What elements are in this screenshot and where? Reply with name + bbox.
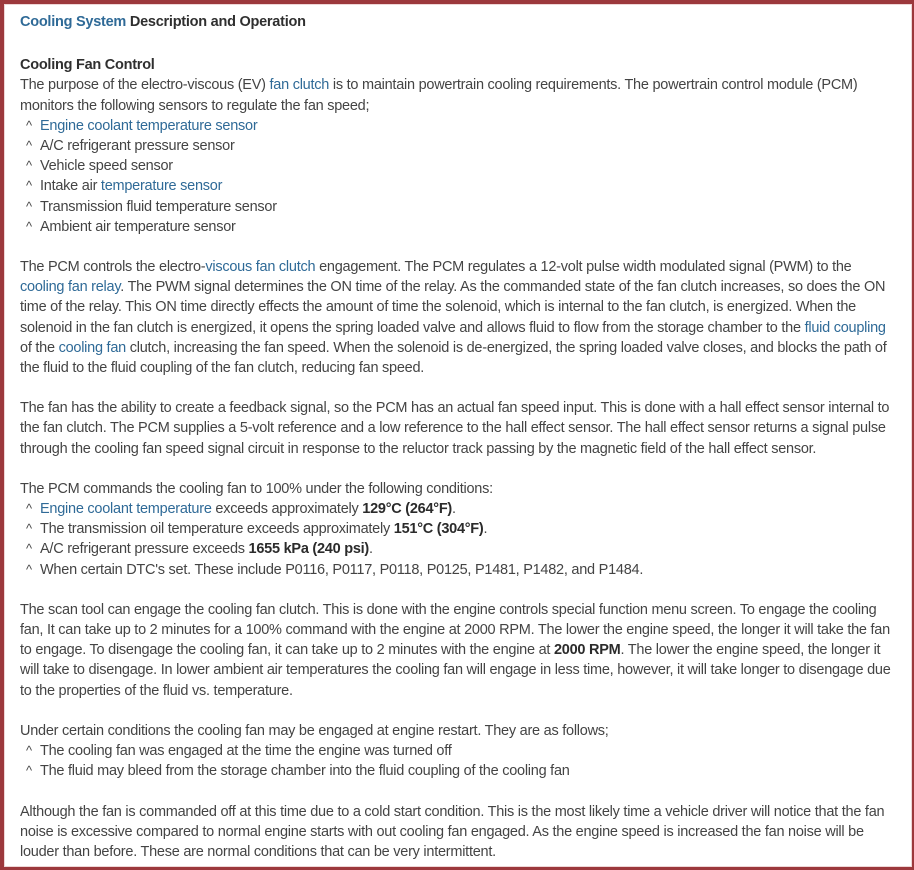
list-item (20, 176, 897, 196)
caret-bullet-marker: ^ (26, 541, 32, 557)
text-run: engagement. The PCM regulates a 12-volt pulse width modulated signal (PWM) to the (315, 259, 852, 276)
caret-bullet-marker: ^ (26, 178, 32, 194)
list-item (20, 560, 897, 580)
caret-bullet-marker: ^ (26, 561, 32, 577)
bullet-list (20, 741, 897, 781)
list-item (20, 519, 897, 539)
list-item-text (40, 539, 897, 559)
caret-bullet-marker: ^ (26, 218, 32, 234)
list-item-text (40, 116, 897, 136)
bold-text: 151°C (304°F) (393, 521, 484, 538)
inline-link[interactable]: Engine coolant temperature sensor (40, 117, 258, 134)
inline-link[interactable]: cooling fan (58, 339, 126, 356)
inline-link[interactable]: Engine coolant temperature (40, 501, 212, 518)
text-run: . (452, 501, 456, 518)
list-item (20, 116, 897, 136)
bullet-list (20, 116, 897, 237)
paragraph (20, 479, 897, 499)
list-item (20, 156, 897, 176)
paragraph (20, 257, 897, 378)
text-run: . The lower the engine speed, the longer it will take to disengage. In lower ambient air temperatures the cooling fan will engage in less time, however, it will take longer to disengage due to the properties of the fluid vs. temperature. (20, 642, 891, 699)
cooling-system-title-link[interactable]: Cooling System (20, 14, 127, 30)
list-item-text (40, 136, 897, 156)
paragraph (20, 398, 897, 459)
text-run: The cooling fan was engaged at the time the engine was turned off (40, 743, 452, 760)
text-run: The PCM commands the cooling fan to 100% under the following conditions: (20, 480, 493, 497)
bold-text: 1655 kPa (240 psi) (248, 541, 369, 558)
bold-text: 129°C (264°F) (362, 501, 453, 518)
text-run: . (483, 521, 488, 538)
text-run: Intake air (40, 178, 101, 195)
text-run: Vehicle speed sensor (40, 158, 173, 175)
caret-bullet-marker: ^ (26, 117, 32, 133)
caret-bullet-marker: ^ (26, 138, 32, 154)
text-run: of the (20, 339, 59, 356)
caret-bullet-marker: ^ (26, 198, 32, 214)
list-item-text (40, 761, 897, 781)
paragraph (20, 721, 897, 741)
text-run: A/C refrigerant pressure exceeds (40, 541, 249, 558)
paragraph (20, 75, 897, 115)
list-item-text (40, 499, 897, 519)
text-run: . (369, 541, 373, 558)
text-run: Ambient air temperature sensor (40, 218, 236, 235)
list-item (20, 741, 897, 761)
text-run: The transmission oil temperature exceeds approximately (40, 521, 394, 538)
bullet-list (20, 499, 897, 580)
list-item (20, 499, 897, 519)
text-run: The fluid may bleed from the storage chamber into the fluid coupling of the cooling fan (40, 763, 570, 780)
text-run: The purpose of the electro-viscous (EV) (20, 77, 270, 94)
inline-link[interactable]: temperature sensor (100, 178, 223, 195)
page-title (20, 12, 897, 32)
list-item-text (40, 560, 897, 580)
list-item-text (40, 741, 897, 761)
list-item (20, 539, 897, 559)
caret-bullet-marker: ^ (26, 743, 32, 759)
list-item (20, 217, 897, 237)
text-run: When certain DTC's set. These include P0116, P0117, P0118, P0125, P1481, P1482, and P1484. (40, 561, 644, 578)
list-item (20, 761, 897, 781)
paragraph (20, 600, 897, 701)
text-run: Transmission fluid temperature sensor (40, 198, 277, 215)
inline-link[interactable]: fluid coupling (804, 319, 886, 336)
paragraph (20, 802, 897, 863)
list-item-text (40, 197, 897, 217)
bold-text: 2000 RPM (553, 642, 621, 659)
text-run: Under certain conditions the cooling fan may be engaged at engine restart. They are as follows; (20, 722, 609, 739)
text-run: A/C refrigerant pressure sensor (40, 138, 235, 155)
text-run: Although the fan is commanded off at this time due to a cold start condition. This is the most likely time a vehicle driver will notice that the fan noise is excessive compared to normal engine starts with out cooling fan engaged. As the engine speed is increased the fan noise will be louder than before. These are normal conditions that can be very intermittent. (20, 803, 885, 860)
text-run: . The PWM signal determines the ON time of the relay. As the commanded state of the fan clutch increases, so does the ON time of the relay. This ON time directly effects the amount of time the solenoid, which is internal to the fan clutch, is energized. When the solenoid in the fan clutch is energized, it opens the spring loaded valve and allows fluid to flow from the storage chamber to the (20, 279, 886, 336)
caret-bullet-marker: ^ (26, 763, 32, 779)
text-run: clutch, increasing the fan speed. When the solenoid is de-energized, the spring loaded valve closes, and blocks the path of the fluid to the fluid coupling of the fan clutch, reducing fan speed. (20, 339, 887, 377)
list-item-text (40, 217, 897, 237)
caret-bullet-marker: ^ (26, 158, 32, 174)
text-run: The fan has the ability to create a feedback signal, so the PCM has an actual fan speed input. This is done with a hall effect sensor internal to the fan clutch. The PCM supplies a 5-volt reference and a low reference to the hall effect sensor. The hall effect sensor returns a signal pulse through the cooling fan speed signal circuit in response to the reluctor track passing by the magnetic field of the hall effect sensor. (20, 400, 890, 457)
list-item-text (40, 176, 897, 196)
list-item (20, 197, 897, 217)
caret-bullet-marker: ^ (26, 521, 32, 537)
inline-link[interactable]: fan clutch (269, 77, 330, 94)
inline-link[interactable]: cooling fan relay (20, 279, 121, 296)
list-item-text (40, 156, 897, 176)
text-run: is to maintain powertrain cooling requirements. The powertrain control module (PCM) monitors the following sensors to regulate the fan speed; (20, 77, 858, 114)
text-run: The PCM controls the electro- (20, 259, 206, 276)
text-run: The scan tool can engage the cooling fan clutch. This is done with the engine controls special function menu screen. To engage the cooling fan, It can take up to 2 minutes for a 100% command with the engine at 2000 RPM. The lower the engine speed, the longer it will take the fan to engage. To disengage the cooling fan, it can take up to 2 minutes with the engine at (20, 601, 890, 659)
list-item-text (40, 519, 897, 539)
document-content (20, 55, 897, 862)
page-title-rest: Description and Operation (126, 14, 306, 30)
inline-link[interactable]: viscous fan clutch (205, 259, 316, 276)
section-heading: Cooling Fan Control (20, 57, 155, 74)
caret-bullet-marker: ^ (26, 501, 32, 517)
text-run: exceeds approximately (211, 501, 363, 518)
document-body (4, 4, 912, 870)
list-item (20, 136, 897, 156)
